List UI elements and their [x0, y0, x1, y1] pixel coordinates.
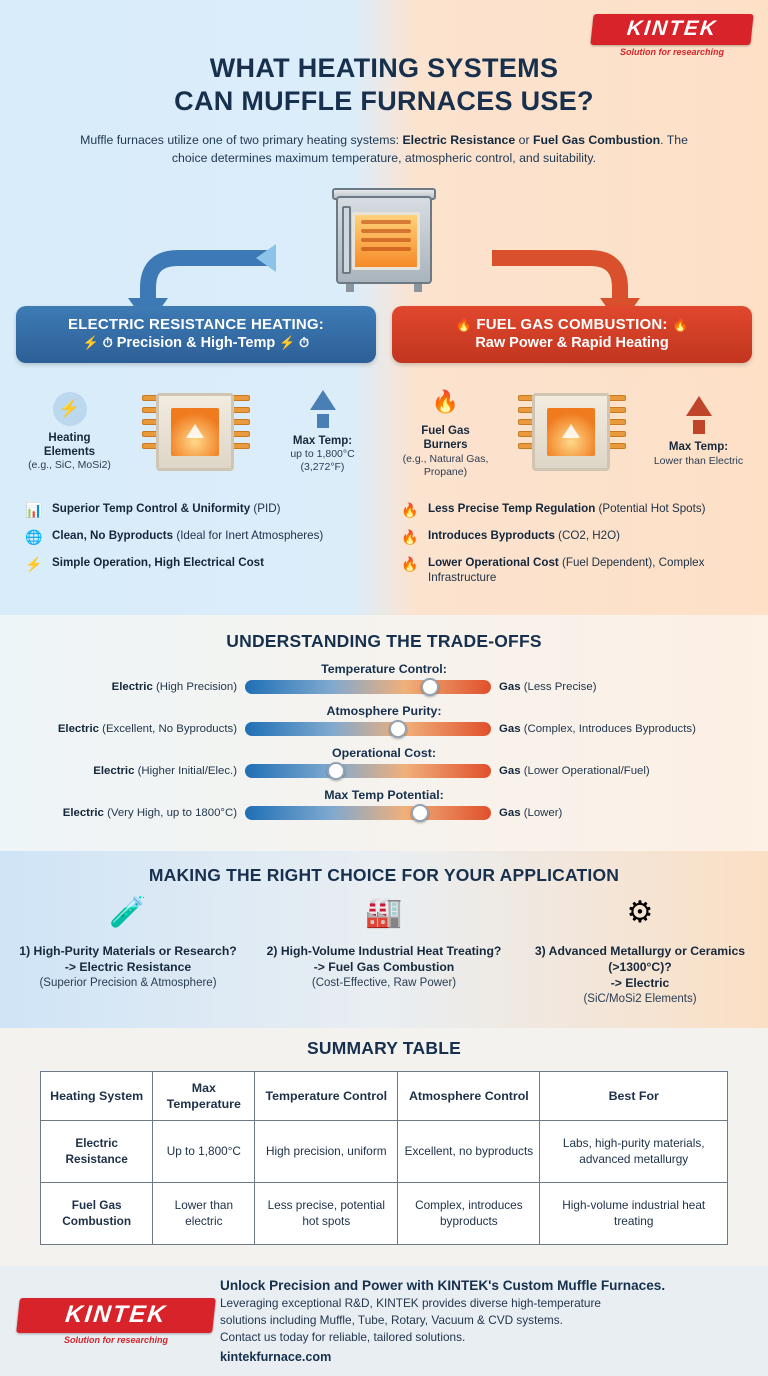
tradeoffs-section: [0, 615, 768, 851]
gas-maxtemp-callout: [651, 396, 746, 468]
slider-0-right-bold: Gas: [499, 681, 521, 693]
subtitle-part-1: Muffle furnaces utilize one of two primary heating systems:: [80, 132, 403, 147]
electric-furnace-icon: [142, 385, 250, 479]
footer-brand-name: KINTEK: [16, 1298, 216, 1333]
page-title-line2: CAN MUFFLE FURNACES USE?: [174, 85, 594, 116]
electric-bullet-0-bold: Superior Temp Control & Uniformity: [52, 502, 251, 515]
footer-body-line-3: Contact us today for reliable, tailored solutions.: [220, 1329, 466, 1344]
list-item: [24, 501, 368, 519]
electric-right-note: up to 1,800°C (3,272°F): [290, 448, 355, 474]
subtitle-part-2: . The choice determines maximum temperature, atmospheric control, and suitability.: [171, 132, 688, 165]
footer-copy: [214, 1278, 750, 1363]
electric-bullet-1-rest: (Ideal for Inert Atmospheres): [173, 529, 324, 543]
slider-1-left-rest: (Excellent, No Byproducts): [98, 723, 237, 735]
gas-bullet-2-bold: Lower Operational Cost: [428, 556, 559, 570]
slider-2-left-text: [19, 765, 237, 777]
slider-2-right-text: [499, 765, 749, 777]
lightning-bolt-icon: ⚡: [53, 392, 87, 426]
bolt-circle-icon: ⚡: [25, 556, 43, 573]
row-1-max-temperature: Lower than electric: [153, 1183, 255, 1245]
factory-icon: 🏭: [365, 896, 403, 929]
slider-0-left-bold: Electric: [111, 681, 153, 693]
footer-body-line-2: solutions including Muffle, Tube, Rotary, Vacuum & CVD systems.: [220, 1313, 563, 1328]
brand-logo: [592, 14, 752, 57]
list-item: [24, 528, 368, 546]
subtitle-bold-electric: Electric Resistance: [402, 132, 516, 147]
electric-maxtemp-callout: [275, 390, 370, 475]
row-1-atmosphere-control: Complex, introduces byproducts: [398, 1183, 540, 1245]
list-item: [24, 555, 368, 573]
gas-bullet-1-rest: (CO2, H2O): [554, 529, 620, 543]
row-0-system: Electric Resistance: [41, 1121, 153, 1183]
panel-gas-heading: [402, 316, 742, 333]
choice-1-question: 2) High-Volume Industrial Heat Treating?: [266, 944, 502, 958]
brand-name: KINTEK: [590, 14, 753, 45]
page-subtitle: [69, 132, 699, 168]
row-0-atmosphere-control: Excellent, no byproducts: [398, 1121, 540, 1183]
footer-headline: Unlock Precision and Power with KINTEK's Custom Muffle Furnaces.: [220, 1278, 666, 1294]
choice-0-question: 1) High-Purity Materials or Research?: [19, 944, 237, 958]
slider-2-right-rest: (Lower Operational/Fuel): [520, 765, 650, 777]
electric-bullet-1-bold: Clean, No Byproducts: [52, 529, 174, 543]
flame-icon: 🔥: [401, 529, 419, 546]
slider-3-knob[interactable]: [411, 804, 429, 822]
gas-left-label: Fuel Gas Burners: [421, 425, 470, 452]
slider-0-left-rest: (High Precision): [152, 681, 237, 693]
choice-0-answer: -> Electric Resistance: [64, 959, 192, 974]
slider-temperature-control: [0, 662, 768, 694]
panel-gas-subheading: Raw Power & Rapid Heating: [475, 335, 669, 351]
furnace-illustration-icon: [336, 196, 432, 284]
slider-1-right-text: [499, 723, 749, 735]
slider-0-track[interactable]: [245, 680, 491, 694]
footer-body-line-1: Leveraging exceptional R&D, KINTEK provides diverse high-temperature: [220, 1296, 601, 1311]
slider-2-label: Operational Cost:: [332, 746, 436, 760]
gas-burner-callout: [398, 385, 493, 479]
panel-gas-heading-text: FUEL GAS COMBUSTION:: [476, 316, 668, 333]
electric-right-label: Max Temp:: [292, 434, 353, 447]
slider-2-right-bold: Gas: [499, 765, 521, 777]
gas-bullet-list: [392, 501, 752, 586]
flame-icon: 🔥: [455, 317, 472, 332]
slider-2-left-bold: Electric: [93, 765, 135, 777]
choice-0-note: (Superior Precision & Atmosphere): [39, 976, 217, 989]
flame-icon: 🔥: [401, 502, 419, 518]
choice-1-answer: -> Fuel Gas Combustion: [313, 959, 455, 974]
summary-title: SUMMARY TABLE: [307, 1038, 461, 1058]
slider-1-label: Atmosphere Purity:: [326, 704, 442, 718]
gas-bullet-2-rest: (Fuel Dependent), Complex Infrastructure: [428, 556, 705, 585]
footer-section: [0, 1266, 768, 1376]
globe-icon: 🌐: [25, 529, 43, 546]
column-header-atmosphere-control: Atmosphere Control: [398, 1072, 540, 1121]
slider-3-label: Max Temp Potential:: [324, 788, 444, 802]
gas-bullet-1-bold: Introduces Byproducts: [428, 529, 555, 543]
table-row: [41, 1183, 728, 1245]
footer-brand-logo: [18, 1298, 214, 1345]
slider-3-track[interactable]: [245, 806, 491, 820]
panel-electric-graphic: [16, 373, 376, 491]
slider-0-right-rest: (Less Precise): [520, 681, 597, 693]
chart-bar-icon: 📊: [25, 502, 43, 518]
row-1-best-for: High-volume industrial heat treating: [540, 1183, 728, 1245]
beaker-icon: 🧪: [109, 896, 147, 929]
slider-2-knob[interactable]: [327, 762, 345, 780]
subtitle-mid: or: [515, 132, 534, 147]
gas-bullet-0-bold: Less Precise Temp Regulation: [428, 502, 596, 515]
footer-website-link[interactable]: kintekfurnace.com: [220, 1349, 332, 1364]
slider-0-left-text: [19, 681, 237, 693]
slider-operational-cost: [0, 746, 768, 778]
subtitle-bold-gas: Fuel Gas Combustion: [533, 132, 661, 147]
gas-right-label: Max Temp:: [668, 441, 729, 454]
summary-section: [0, 1028, 768, 1266]
slider-1-left-bold: Electric: [57, 723, 99, 735]
slider-3-left-bold: Electric: [62, 807, 104, 819]
slider-0-knob[interactable]: [421, 678, 439, 696]
panel-electric-subheading: Precision & High-Temp: [116, 335, 276, 351]
slider-1-left-text: [19, 723, 237, 735]
slider-2-left-rest: (Higher Initial/Elec.): [134, 765, 237, 777]
choice-2-note: (SiC/MoSi2 Elements): [583, 992, 697, 1005]
choice-title: MAKING THE RIGHT CHOICE FOR YOUR APPLICATION: [148, 865, 620, 885]
comparison-panels: [0, 306, 768, 595]
row-1-system: Fuel Gas Combustion: [41, 1183, 153, 1245]
slider-1-knob[interactable]: [389, 720, 407, 738]
panel-electric-header: [16, 306, 376, 363]
panel-fuel-gas-combustion: [392, 306, 752, 595]
panel-gas-graphic: [392, 373, 752, 491]
slider-3-right-rest: (Lower): [520, 807, 563, 819]
electric-bullet-2-bold: Simple Operation, High Electrical Cost: [52, 556, 264, 570]
column-header-max-temperature: Max Temperature: [153, 1072, 255, 1121]
gas-left-note: (e.g., Natural Gas, Propane): [402, 452, 489, 478]
gas-furnace-icon: [518, 385, 626, 479]
electric-bullet-0-rest: (PID): [250, 502, 281, 515]
row-0-best-for: Labs, high-purity materials, advanced metallurgy: [540, 1121, 728, 1183]
slider-3-left-rest: (Very High, up to 1800°C): [103, 807, 237, 819]
bolt-icon: ⚡ ⏱: [82, 335, 113, 350]
choice-1-note: (Cost-Effective, Raw Power): [311, 976, 457, 989]
page-title-line1: WHAT HEATING SYSTEMS: [209, 53, 559, 83]
flame-icon: 🔥: [431, 389, 460, 414]
hero-section: [0, 0, 768, 615]
slider-2-track[interactable]: [245, 764, 491, 778]
choice-2-answer: -> Electric: [610, 975, 670, 990]
slider-3-right-text: [499, 807, 749, 819]
slider-1-right-rest: (Complex, Introduces Byproducts): [520, 723, 696, 735]
tradeoffs-title: UNDERSTANDING THE TRADE-OFFS: [226, 631, 542, 651]
panel-gas-header: [392, 306, 752, 363]
slider-1-track[interactable]: [245, 722, 491, 736]
choice-option-1: [0, 898, 256, 1007]
table-header-row: [41, 1072, 728, 1121]
slider-3-right-bold: Gas: [499, 807, 521, 819]
choice-2-question: 3) Advanced Metallurgy or Ceramics (>1300°C)?: [534, 944, 746, 974]
electric-element-callout: [22, 392, 117, 473]
column-header-system: Heating System: [41, 1072, 153, 1121]
row-0-temperature-control: High precision, uniform: [255, 1121, 398, 1183]
electric-bullet-list: [16, 501, 376, 574]
choice-option-2: [256, 898, 512, 1007]
gas-right-note: Lower than Electric: [653, 454, 744, 467]
slider-atmosphere-purity: [0, 704, 768, 736]
gear-icon: ⚙: [626, 896, 654, 929]
panel-electric-heading: ELECTRIC RESISTANCE HEATING:: [68, 316, 324, 333]
list-item: [400, 555, 744, 585]
timer-icon: ⚡ ⏱: [279, 335, 310, 350]
slider-max-temp-potential: [0, 788, 768, 820]
choice-section: [0, 851, 768, 1028]
column-header-best-for: Best For: [540, 1072, 728, 1121]
list-item: [400, 528, 744, 546]
gas-bullet-0-rest: (Potential Hot Spots): [595, 502, 706, 515]
slider-0-label: Temperature Control:: [321, 662, 447, 676]
footer-brand-tagline: Solution for researching: [63, 1334, 168, 1345]
panel-electric-resistance: [16, 306, 376, 595]
brand-tagline: Solution for researching: [619, 47, 724, 57]
table-row: [41, 1121, 728, 1183]
list-item: [400, 501, 744, 519]
summary-table: [40, 1071, 728, 1245]
row-0-max-temperature: Up to 1,800°C: [153, 1121, 255, 1183]
flame-icon: 🔥: [671, 317, 689, 332]
row-1-temperature-control: Less precise, potential hot spots: [255, 1183, 398, 1245]
slider-0-right-text: [499, 681, 749, 693]
slider-1-right-bold: Gas: [499, 723, 521, 735]
slider-3-left-text: [19, 807, 237, 819]
electric-left-label: Heating Elements: [43, 431, 96, 458]
electric-left-note: (e.g., SiC, MoSi2): [28, 459, 111, 472]
choice-option-3: [512, 898, 768, 1007]
column-header-temperature-control: Temperature Control: [255, 1072, 398, 1121]
hand-flame-icon: 🔥: [401, 556, 419, 573]
